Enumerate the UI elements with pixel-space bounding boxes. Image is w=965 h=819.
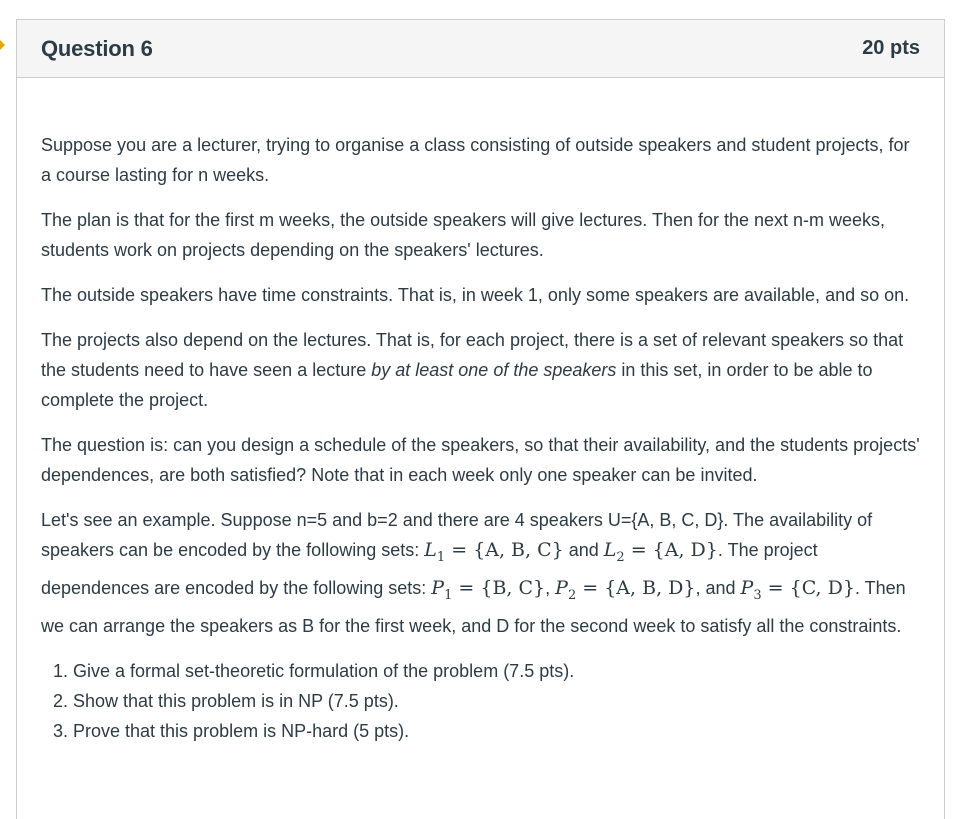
math-P3-name: P — [740, 576, 754, 599]
math-L1-set: = {A, B, C} — [445, 539, 564, 561]
example-comma-1: , — [545, 577, 556, 598]
math-P1-set: = {B, C} — [452, 576, 546, 599]
task-item: 2. Show that this problem is in NP (7.5 pts). — [73, 686, 920, 716]
math-P1-sub: 1 — [444, 587, 453, 603]
math-P2-name: P — [555, 576, 568, 599]
math-P2-sub: 2 — [567, 587, 577, 603]
paragraph-constraints: The outside speakers have time constraints. That is, in week 1, only some speakers are available, and so on. — [41, 285, 910, 305]
dependencies-text-b: in this set, in order to be able to complete the project. — [41, 360, 873, 410]
paragraph-dependencies — [41, 325, 920, 415]
math-L1 — [424, 539, 564, 565]
paragraph-plan: The plan is that for the first m weeks, the outside speakers will give lectures. Then for the next n-m weeks, students work on projects depending on the speakers' lectures. — [41, 210, 886, 260]
math-P3-sub: 3 — [753, 587, 762, 603]
question-header — [17, 20, 944, 78]
task-item: 1. Give a formal set-theoretic formulation of the problem (7.5 pts). — [73, 656, 920, 686]
math-L2-sub: 2 — [616, 549, 625, 565]
math-L1-sub: 1 — [436, 549, 446, 565]
example-text-c: . Then we can arrange the speakers as B for the first week, and D for the second week to satisfy all the constraints. — [41, 577, 906, 636]
math-L2-set: = {A, D} — [624, 539, 718, 561]
paragraph-intro: Suppose you are a lecturer, trying to organise a class consisting of outside speakers and student projects, for a course lasting for n weeks. — [41, 135, 910, 185]
math-P2-set: = {A, B, D} — [576, 576, 696, 599]
task-list — [41, 656, 920, 746]
math-P3 — [740, 576, 855, 603]
math-P1 — [431, 576, 546, 603]
example-text-b: . The project dependences are encoded by the following sets: — [41, 540, 818, 598]
question-title: Question 6 — [41, 35, 153, 61]
question-body — [17, 78, 944, 746]
question-card — [16, 19, 945, 819]
question-marker-icon — [0, 40, 5, 50]
example-and: and — [563, 540, 604, 560]
question-points: 20 pts — [862, 37, 920, 59]
example-text-a: Let's see an example. Suppose n=5 and b=2 and there are 4 speakers U={A, B, C, D}. The availability of speakers can be encoded by the following sets: — [41, 510, 873, 560]
math-P2 — [555, 576, 696, 603]
math-L2-name: L — [603, 539, 617, 561]
math-L1-name: L — [424, 539, 437, 561]
task-item: 3. Prove that this problem is NP-hard (5 pts). — [73, 716, 920, 746]
dependencies-emphasis: by at least one of the speakers — [371, 360, 617, 380]
paragraph-example — [41, 505, 920, 641]
dependencies-text-a: The projects also depend on the lectures. That is, for each project, there is a set of relevant speakers so that the students need to have seen a lecture — [41, 330, 904, 380]
math-L2 — [603, 539, 718, 565]
paragraph-question: The question is: can you design a schedule of the speakers, so that their availability, and the students projects' dependences, are both satisfied? Note that in each week only one speaker can be invited. — [41, 435, 920, 485]
example-comma-2: , and — [695, 577, 741, 598]
math-P3-set: = {C, D} — [761, 576, 855, 599]
math-P1-name: P — [431, 576, 445, 599]
